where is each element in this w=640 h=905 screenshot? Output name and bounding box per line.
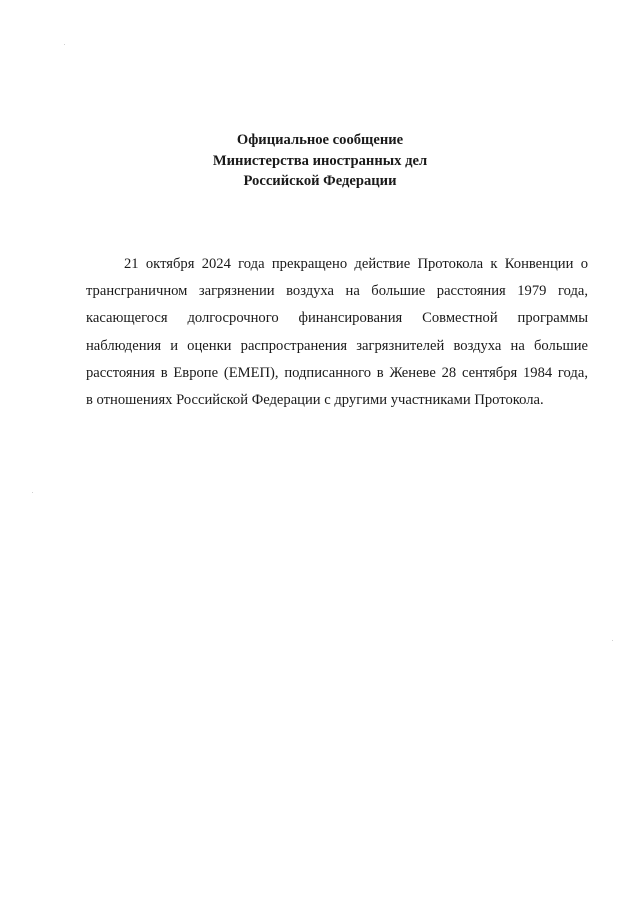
- paragraph-line-6: в отношениях Российской Федерации с другими участниками Протокола.: [86, 391, 544, 408]
- scan-speck: [32, 492, 33, 493]
- heading-line-3: Российской Федерации: [243, 173, 397, 189]
- heading-line-1: Официальное сообщение: [236, 132, 404, 148]
- body-paragraph: [86, 251, 588, 414]
- paragraph-line-3: касающегося долгосрочного финансирования Совместной программы: [86, 310, 588, 327]
- scan-speck: [612, 640, 613, 641]
- paragraph-line-5: расстояния в Европе (ЕМЕП), подписанного в Женеве 28 сентября 1984 года,: [86, 364, 588, 381]
- heading-line-2: Министерства иностранных дел: [212, 152, 428, 169]
- scan-speck: [64, 44, 65, 45]
- paragraph-line-4: наблюдения и оценки распространения загрязнителей воздуха на большие: [86, 337, 588, 354]
- paragraph-line-1: 21 октября 2024 года прекращено действие Протокола к Конвенции о: [124, 256, 588, 272]
- document-heading: [0, 130, 640, 192]
- paragraph-line-2: трансграничном загрязнении воздуха на большие расстояния 1979 года,: [86, 283, 588, 300]
